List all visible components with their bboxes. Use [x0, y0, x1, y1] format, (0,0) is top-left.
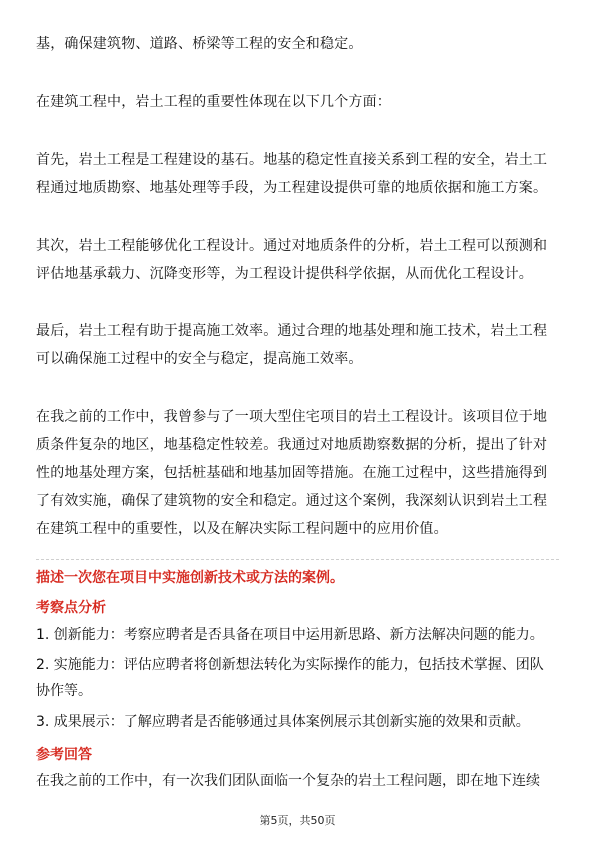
analysis-heading: 考察点分析 — [36, 600, 106, 616]
text-line: 质条件复杂的地区，地基稳定性较差。我通过对地质勘察数据的分析，提出了针对 — [36, 437, 548, 453]
analysis-item-2 — [36, 652, 559, 704]
text-line: 在建筑工程中，岩土工程的重要性体现在以下几个方面： — [36, 94, 391, 110]
body-paragraph-3 — [36, 146, 559, 202]
text-line: 3. 成果展示：了解应聘者是否能够通过具体案例展示其创新实施的效果和贡献。 — [36, 714, 530, 730]
text-line: 协作等。 — [36, 683, 92, 699]
text-line: 首先，岩土工程是工程建设的基石。地基的稳定性直接关系到工程的安全，岩土工 — [36, 152, 548, 168]
text-line: 在建筑工程中的重要性，以及在解决实际工程问题中的应用价值。 — [36, 521, 448, 537]
text-line: 1. 创新能力：考察应聘者是否具备在项目中运用新思路、新方法解决问题的能力。 — [36, 627, 544, 643]
text-line: 2. 实施能力：评估应聘者将创新想法转化为实际操作的能力，包括技术掌握、团队 — [36, 657, 544, 673]
answer-paragraph — [36, 768, 559, 794]
text-line: 其次，岩土工程能够优化工程设计。通过对地质条件的分析，岩土工程可以预测和 — [36, 238, 548, 254]
text-line: 可以确保施工过程中的安全与稳定，提高施工效率。 — [36, 351, 363, 367]
text-line: 评估地基承载力、沉降变形等，为工程设计提供科学依据，从而优化工程设计。 — [36, 266, 533, 282]
body-paragraph-5 — [36, 317, 559, 373]
body-paragraph-1 — [36, 30, 559, 58]
interview-question: 描述一次您在项目中实施创新技术或方法的案例。 — [36, 570, 344, 586]
page-number: 第5页，共50页 — [259, 814, 336, 827]
text-line: 程通过地质勘察、地基处理等手段，为工程建设提供可靠的地质依据和施工方案。 — [36, 180, 548, 196]
body-paragraph-2 — [36, 88, 559, 116]
text-line: 最后，岩土工程有助于提高施工效率。通过合理的地基处理和施工技术，岩土工程 — [36, 323, 548, 339]
text-line: 了有效实施，确保了建筑物的安全和稳定。通过这个案例，我深刻认识到岩土工程 — [36, 493, 548, 509]
body-paragraph-4 — [36, 232, 559, 288]
text-line: 性的地基处理方案，包括桩基础和地基加固等措施。在施工过程中，这些措施得到 — [36, 465, 548, 481]
body-paragraph-6 — [36, 403, 559, 543]
text-line: 在我之前的工作中，我曾参与了一项大型住宅项目的岩土工程设计。该项目位于地 — [36, 409, 548, 425]
answer-heading: 参考回答 — [36, 747, 92, 763]
section-divider — [36, 559, 559, 560]
text-line: 基，确保建筑物、道路、桥梁等工程的安全和稳定。 — [36, 36, 363, 52]
text-line: 在我之前的工作中，有一次我们团队面临一个复杂的岩土工程问题，即在地下连续 — [36, 773, 540, 789]
analysis-item-3 — [36, 709, 559, 735]
analysis-item-1 — [36, 622, 559, 648]
